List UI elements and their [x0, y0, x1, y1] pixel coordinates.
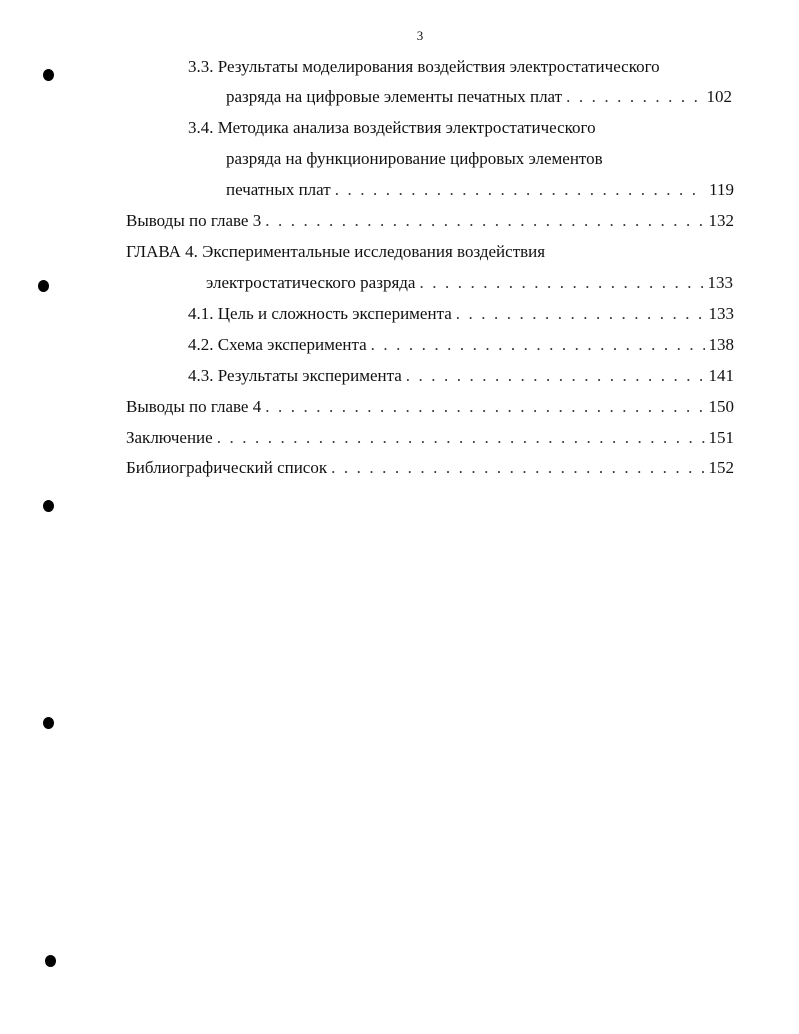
leader-dots [566, 87, 702, 107]
leader-dots [456, 304, 705, 324]
toc-chapter4-line1: ГЛАВА 4. Экспериментальные исследования воздействия [126, 242, 546, 261]
toc-entry-4-2[interactable] [188, 335, 734, 355]
toc-3-4-page: 119 [709, 180, 734, 199]
toc-entry-chapter4[interactable] [206, 273, 733, 293]
toc-entry-4-1[interactable] [188, 304, 734, 324]
toc-bibliography-page: 152 [708, 458, 734, 477]
toc-3-3-line1: 3.3. Результаты моделирования воздействия электростатического [188, 57, 660, 76]
punch-hole-mark [43, 500, 54, 512]
toc-entry-3-3[interactable] [226, 87, 732, 107]
toc-4-3-title: 4.3. Результаты эксперимента [188, 366, 402, 385]
punch-hole-mark [43, 69, 54, 81]
toc-bibliography-title: Библиографический список [126, 458, 328, 477]
toc-chapter4-line2: электростатического разряда [206, 273, 416, 292]
toc-chapter4-page: 133 [707, 273, 733, 292]
toc-entry-bibliography[interactable] [126, 458, 734, 478]
toc-conclusions-ch4-title: Выводы по главе 4 [126, 397, 262, 416]
punch-hole-mark [38, 280, 49, 292]
toc-4-3-page: 141 [708, 366, 734, 385]
punch-hole-mark [43, 717, 54, 729]
toc-4-1-page: 133 [708, 304, 734, 323]
toc-entry-conclusions-ch4[interactable] [126, 397, 734, 417]
toc-3-4-line2: разряда на функционирование цифровых элементов [226, 149, 603, 168]
toc-conclusions-ch3-page: 132 [708, 211, 734, 230]
toc-conclusions-ch3-title: Выводы по главе 3 [126, 211, 262, 230]
leader-dots [265, 397, 704, 417]
toc-3-3-page: 102 [706, 87, 732, 106]
leader-dots [371, 335, 705, 355]
toc-entry-conclusions-ch3[interactable] [126, 211, 734, 231]
punch-hole-mark [45, 955, 56, 967]
toc-conclusions-ch4-page: 150 [708, 397, 734, 416]
leader-dots [406, 366, 705, 386]
leader-dots [331, 458, 704, 478]
leader-dots [419, 273, 703, 293]
leader-dots [265, 211, 704, 231]
toc-entry-4-3[interactable] [188, 366, 734, 386]
toc-entry-conclusion[interactable] [126, 428, 734, 448]
toc-entry-3-4[interactable] [226, 180, 734, 200]
toc-conclusion-page: 151 [708, 428, 734, 447]
leader-dots [217, 428, 705, 448]
toc-4-1-title: 4.1. Цель и сложность эксперимента [188, 304, 452, 323]
toc-4-2-page: 138 [708, 335, 734, 354]
toc-conclusion-title: Заключение [126, 428, 213, 447]
toc-3-4-line1: 3.4. Методика анализа воздействия электростатического [188, 118, 596, 137]
toc-4-2-title: 4.2. Схема эксперимента [188, 335, 367, 354]
toc-3-4-line3: печатных плат [226, 180, 331, 199]
toc-3-3-line2: разряда на цифровые элементы печатных плат [226, 87, 563, 106]
page-number: 3 [416, 28, 424, 43]
leader-dots [335, 180, 705, 200]
